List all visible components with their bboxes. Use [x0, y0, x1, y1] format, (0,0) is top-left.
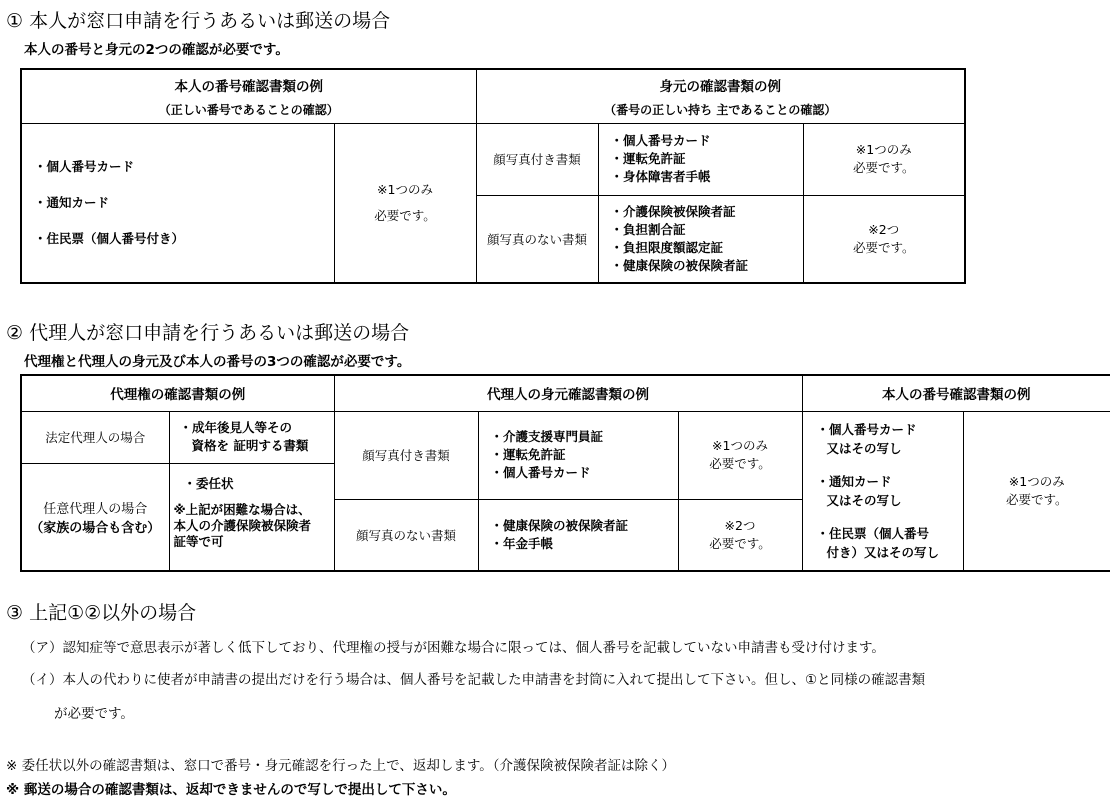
nophoto-docs-note: ※2つ 必要です。	[803, 195, 965, 283]
list-item: ・健康保険の被保険者証	[610, 257, 749, 273]
agent-photo-docs-list	[478, 411, 678, 499]
agent-nophoto-docs-list	[478, 499, 678, 571]
list-item: ・運転免許証	[490, 447, 566, 462]
agent-nophoto-docs-label: 顔写真のない書類	[334, 499, 478, 571]
legal-agent-label: 法定代理人の場合	[21, 411, 169, 463]
list-item: ・個人番号カード	[490, 465, 591, 480]
agent-self-number-docs-list: ・個人番号カード 又はその写し ・通知カード 又はその写し ・住民票（個人番号 付き）又はその写し	[802, 411, 963, 571]
list-item: ・年金手帳	[490, 536, 554, 551]
section2-subtitle: 代理権と代理人の身元及び本人の番号の3つの確認が必要です。	[24, 354, 411, 370]
section3-title: ③ 上記①②以外の場合	[6, 602, 197, 624]
agent-photo-docs-label: 顔写真付き書類	[334, 411, 478, 499]
self-number-docs-header: 本人の番号確認書類の例	[802, 375, 1110, 411]
photo-docs-label: 顔写真付き書類	[476, 123, 598, 195]
voluntary-agent-label: 任意代理人の場合 （家族の場合も含む）	[21, 463, 169, 571]
voluntary-agent-docs: ・委任状 ※上記が困難な場合は、 本人の介護保険被保険者 証等で可	[169, 463, 334, 571]
list-item: ・運転免許証	[610, 151, 686, 166]
section1-subtitle: 本人の番号と身元の2つの確認が必要です。	[24, 42, 289, 58]
section2-table	[20, 374, 1110, 572]
self-number-docs-header: 本人の番号確認書類の例 （正しい番号であることの確認）	[21, 69, 476, 123]
list-item: ・住民票（個人番号付き）	[34, 230, 185, 246]
section1-title: ① 本人が窓口申請を行うあるいは郵送の場合	[6, 10, 391, 32]
section2-title: ② 代理人が窓口申請を行うあるいは郵送の場合	[6, 322, 410, 344]
photo-docs-list	[598, 123, 803, 195]
list-item: ・個人番号カード	[610, 133, 711, 148]
list-item: ・個人番号カード	[816, 421, 917, 437]
list-item: ・通知カード	[34, 194, 110, 210]
nophoto-docs-list	[598, 195, 803, 283]
agent-identity-docs-header: 代理人の身元確認書類の例	[334, 375, 802, 411]
list-item: ・住民票（個人番号	[816, 525, 930, 541]
authority-docs-header: 代理権の確認書類の例	[21, 375, 334, 411]
legal-agent-docs: ・成年後見人等その 資格を 証明する書類	[169, 411, 334, 463]
photo-docs-note: ※1つのみ 必要です。	[803, 123, 965, 195]
section3-item-i-cont: が必要です。	[54, 706, 134, 722]
self-number-docs-note: ※1つのみ 必要です。	[334, 123, 476, 283]
section3-item-a: （ア）認知症等で意思表示が著しく低下しており、代理権の授与が困難な場合に限っては、個人番号を記載していない申請書も受け付けます。	[22, 640, 885, 656]
footer-note-mail: ※ 郵送の場合の確認書類は、返却できませんので写しで提出して下さい。	[6, 782, 456, 798]
agent-photo-docs-note: ※1つのみ 必要です。	[678, 411, 802, 499]
self-number-docs-list	[21, 123, 334, 283]
agent-self-number-docs-note: ※1つのみ 必要です。	[963, 411, 1110, 571]
list-item: ・通知カード	[816, 473, 892, 489]
self-identity-docs-header: 身元の確認書類の例 （番号の正しい持ち 主であることの確認）	[476, 69, 965, 123]
list-item: ・介護保険被保険者証	[610, 203, 736, 219]
section1-table	[20, 68, 966, 284]
list-item: ・健康保険の被保険者証	[490, 518, 629, 533]
list-item: ・介護支援専門員証	[490, 429, 604, 444]
list-item: ・個人番号カード	[34, 158, 135, 174]
list-item: ・負担限度額認定証	[610, 239, 724, 255]
list-item: ・負担割合証	[610, 221, 686, 237]
section3-item-i: （イ）本人の代わりに使者が申請書の提出だけを行う場合は、個人番号を記載した申請書を封筒に入れて提出して下さい。但し、①と同様の確認書類	[22, 672, 926, 688]
nophoto-docs-label: 顔写真のない書類	[476, 195, 598, 283]
list-item: ・身体障害者手帳	[610, 169, 711, 184]
agent-nophoto-docs-note: ※2つ 必要です。	[678, 499, 802, 571]
footer-note-return: ※ 委任状以外の確認書類は、窓口で番号・身元確認を行った上で、返却します。（介護保険被保険者証は除く）	[6, 758, 676, 774]
